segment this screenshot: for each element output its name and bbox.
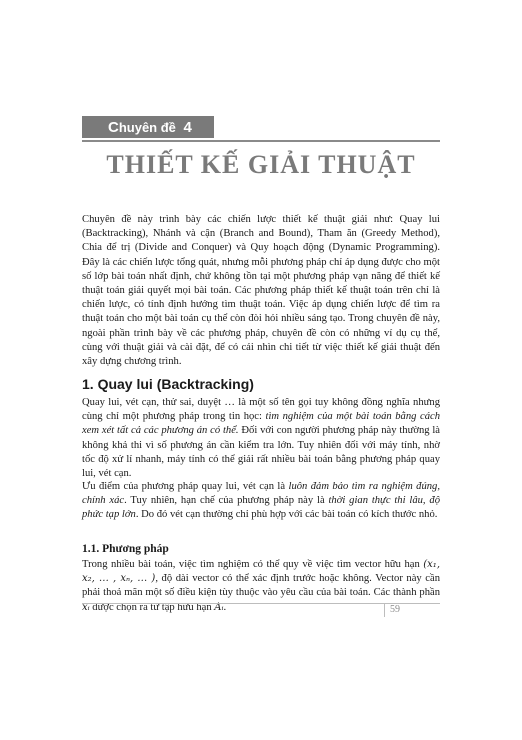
subsection-paragraph xyxy=(82,558,440,615)
subsection-text-c: được chọn ra từ tập hữu hạn xyxy=(89,601,215,613)
vector-formula: (x₁, x₂, … , xₙ, … ) xyxy=(82,559,440,585)
chapter-divider xyxy=(82,140,440,142)
section-heading: 1. Quay lui (Backtracking) xyxy=(82,376,254,392)
section-paragraph-1 xyxy=(82,396,440,481)
intro-paragraph xyxy=(82,213,440,369)
subsection-text-d: . xyxy=(223,601,227,613)
footer-rule-vertical xyxy=(384,603,385,617)
section-p1-text-b: Đối với con người phương pháp này thường là không khả thi vì số phương án cần kiểm tra lớn. Tuy nhiên đối với máy tính, nhờ tốc độ xử lí nhanh, máy tính có thể giải rất nhiều bài toán bằng phương pháp quay lui, vét cạn. xyxy=(82,425,440,480)
section-p2-emphasis-1: luôn đảm bảo tìm ra nghiệm đúng, chính xác xyxy=(82,481,440,507)
page-number: 59 xyxy=(390,604,400,615)
ai-formula: Aᵢ xyxy=(214,601,224,613)
section-p2-text-c: . Do đó vét cạn thường chỉ phù hợp với các bài toán có kích thước nhỏ. xyxy=(135,509,438,521)
section-p1-emphasis: tìm nghiệm của một bài toán bằng cách xem xét tất cả các phương án có thể. xyxy=(82,411,440,437)
section-p2-emphasis-2: thời gian thực thi lâu, độ phức tạp lớn xyxy=(82,495,440,521)
chapter-badge-number: 4 xyxy=(183,118,192,136)
chapter-badge xyxy=(82,116,214,138)
subsection-text-b: , độ dài vector có thể xác định trước hoặc không. Vector này cần phải thoả mãn một số điều kiện tùy thuộc vào yêu cầu của bài toán. Các thành phần xyxy=(82,573,441,599)
chapter-badge-label: huyên đề xyxy=(118,119,176,135)
xi-formula: xᵢ xyxy=(82,601,90,613)
section-p2-text-b: . Tuy nhiên, hạn chế của phương pháp này là xyxy=(124,495,329,507)
section-p2-text-a: Ưu điểm của phương pháp quay lui, vét cạn là xyxy=(82,481,289,492)
subsection-heading: 1.1. Phương pháp xyxy=(82,543,169,555)
chapter-badge-lead-letter: C xyxy=(108,118,119,136)
subsection-text-a: Trong nhiều bài toán, việc tìm nghiệm có thể quy về việc tìm vector hữu hạn xyxy=(82,559,424,570)
section-paragraph-2 xyxy=(82,480,440,523)
section-p1-text-a: Quay lui, vét cạn, thử sai, duyệt … là một số tên gọi tuy không đồng nghĩa nhưng cùng chỉ một phương pháp trong tin học: xyxy=(82,397,440,423)
footer-rule xyxy=(82,603,440,604)
chapter-title: THIẾT KẾ GIẢI THUẬT xyxy=(106,150,416,179)
intro-text: Chuyên đề này trình bày các chiến lược thiết kế thuật giải như: Quay lui (Backtracking), Nhánh và cận (Branch and Bound), Tham ăn (Greedy Method), Chia để trị (Divide and Conquer) và Quy hoạch động (Dynamic Programming). Đây là các chiến lược tổng quát, nhưng mỗi phương pháp chỉ áp dụng được cho một số lớp bài toán nhất định, chứ không tồn tại một phương pháp vạn năng để thiết kế thuật toán giải quyết mọi bài toán. Các phương pháp thiết kế thuật toán trên chỉ là chiến lược, có tính định hướng tìm thuật toán. Việc áp dụng chiến lược để tìm ra thuật toán cho một bài toán cụ thể còn đòi hỏi nhiều sáng tạo. Trong chuyên đề này, ngoài phần trình bày về các phương pháp, chuyên đề còn có những ví dụ cụ thể, cùng với thuật giải và cài đặt, để có cái nhìn chi tiết từ việc thiết kế giải thuật đến xây dựng chương trình. xyxy=(82,214,440,368)
